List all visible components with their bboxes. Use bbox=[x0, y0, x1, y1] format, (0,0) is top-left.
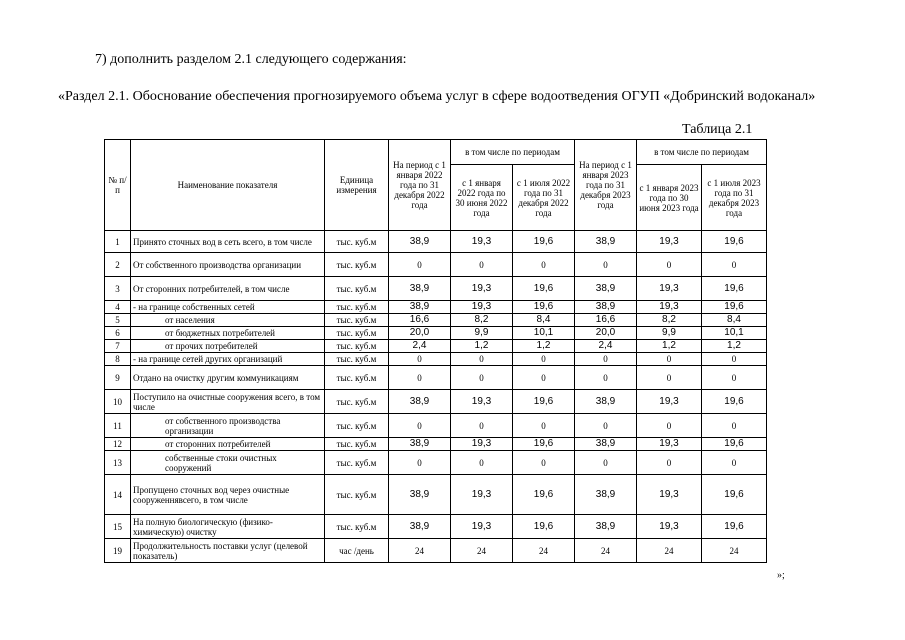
row-name: - на границе собственных сетей bbox=[131, 301, 325, 314]
value-cell: 38,9 bbox=[575, 390, 637, 414]
table-row bbox=[105, 438, 767, 451]
table-row bbox=[105, 327, 767, 340]
row-name: от сторонних потребителей bbox=[131, 438, 325, 451]
table-caption: Таблица 2.1 bbox=[682, 122, 753, 137]
row-number: 11 bbox=[105, 414, 131, 438]
value-cell: 19,6 bbox=[702, 390, 767, 414]
table-row bbox=[105, 277, 767, 301]
value-cell: 0 bbox=[513, 366, 575, 390]
value-cell: 0 bbox=[637, 451, 702, 475]
value-cell: 19,6 bbox=[702, 231, 767, 253]
row-unit: тыс. куб.м bbox=[325, 515, 389, 539]
value-cell: 0 bbox=[637, 253, 702, 277]
row-unit: час /день bbox=[325, 539, 389, 563]
value-cell: 19,3 bbox=[637, 231, 702, 253]
header-row-1 bbox=[105, 140, 767, 165]
row-name: Отдано на очистку другим коммуникациям bbox=[131, 366, 325, 390]
row-unit: тыс. куб.м bbox=[325, 301, 389, 314]
value-cell: 1,2 bbox=[702, 340, 767, 353]
value-cell: 19,6 bbox=[702, 438, 767, 451]
value-cell: 8,4 bbox=[702, 314, 767, 327]
row-unit: тыс. куб.м bbox=[325, 314, 389, 327]
header-h2-2022: с 1 июля 2022 года по 31 декабря 2022 года bbox=[513, 165, 575, 231]
value-cell: 9,9 bbox=[637, 327, 702, 340]
value-cell: 0 bbox=[389, 366, 451, 390]
row-number: 2 bbox=[105, 253, 131, 277]
value-cell: 0 bbox=[575, 451, 637, 475]
row-unit: тыс. куб.м bbox=[325, 277, 389, 301]
value-cell: 19,6 bbox=[513, 390, 575, 414]
value-cell: 38,9 bbox=[389, 438, 451, 451]
value-cell: 0 bbox=[575, 253, 637, 277]
value-cell: 8,2 bbox=[451, 314, 513, 327]
header-period-2022: На период с 1 января 2022 года по 31 декабря 2022 года bbox=[389, 140, 451, 231]
table-row bbox=[105, 314, 767, 327]
value-cell: 24 bbox=[637, 539, 702, 563]
value-cell: 38,9 bbox=[389, 515, 451, 539]
row-name: от прочих потребителей bbox=[131, 340, 325, 353]
row-unit: тыс. куб.м bbox=[325, 327, 389, 340]
value-cell: 0 bbox=[389, 451, 451, 475]
value-cell: 0 bbox=[389, 414, 451, 438]
value-cell: 38,9 bbox=[389, 277, 451, 301]
row-name: от бюджетных потребителей bbox=[131, 327, 325, 340]
value-cell: 0 bbox=[451, 451, 513, 475]
value-cell: 0 bbox=[389, 353, 451, 366]
value-cell: 19,6 bbox=[513, 438, 575, 451]
header-period-2023: На период с 1 января 2023 года по 31 декабря 2023 года bbox=[575, 140, 637, 231]
section-title: «Раздел 2.1. Обоснование обеспечения прогнозируемого объема услуг в сфере водоотведения ОГУП «Добринский водоканал» bbox=[58, 89, 816, 104]
value-cell: 0 bbox=[702, 353, 767, 366]
value-cell: 0 bbox=[513, 253, 575, 277]
row-unit: тыс. куб.м bbox=[325, 353, 389, 366]
table-row bbox=[105, 539, 767, 563]
row-unit: тыс. куб.м bbox=[325, 451, 389, 475]
value-cell: 24 bbox=[389, 539, 451, 563]
table-row bbox=[105, 414, 767, 438]
value-cell: 19,6 bbox=[513, 515, 575, 539]
table-row bbox=[105, 301, 767, 314]
row-unit: тыс. куб.м bbox=[325, 414, 389, 438]
header-num: № п/п bbox=[105, 140, 131, 231]
value-cell: 19,3 bbox=[451, 475, 513, 515]
row-name: Принято сточных вод в сеть всего, в том числе bbox=[131, 231, 325, 253]
table-row bbox=[105, 231, 767, 253]
value-cell: 0 bbox=[637, 366, 702, 390]
value-cell: 24 bbox=[513, 539, 575, 563]
table-row bbox=[105, 366, 767, 390]
row-number: 9 bbox=[105, 366, 131, 390]
row-number: 10 bbox=[105, 390, 131, 414]
row-number: 8 bbox=[105, 353, 131, 366]
header-h1-2022: с 1 января 2022 года по 30 июня 2022 года bbox=[451, 165, 513, 231]
value-cell: 38,9 bbox=[389, 475, 451, 515]
row-number: 6 bbox=[105, 327, 131, 340]
row-name: Поступило на очистные сооружения всего, в том числе bbox=[131, 390, 325, 414]
value-cell: 19,6 bbox=[513, 231, 575, 253]
row-name: от населения bbox=[131, 314, 325, 327]
table-row bbox=[105, 253, 767, 277]
table-row bbox=[105, 451, 767, 475]
value-cell: 19,3 bbox=[451, 438, 513, 451]
value-cell: 0 bbox=[637, 353, 702, 366]
value-cell: 0 bbox=[451, 353, 513, 366]
value-cell: 38,9 bbox=[575, 475, 637, 515]
value-cell: 0 bbox=[451, 414, 513, 438]
value-cell: 1,2 bbox=[637, 340, 702, 353]
row-unit: тыс. куб.м bbox=[325, 340, 389, 353]
value-cell: 19,3 bbox=[637, 301, 702, 314]
value-cell: 19,3 bbox=[637, 277, 702, 301]
row-number: 19 bbox=[105, 539, 131, 563]
value-cell: 20,0 bbox=[389, 327, 451, 340]
value-cell: 0 bbox=[575, 414, 637, 438]
row-number: 1 bbox=[105, 231, 131, 253]
header-group-2023: в том числе по периодам bbox=[637, 140, 767, 165]
row-number: 14 bbox=[105, 475, 131, 515]
value-cell: 38,9 bbox=[389, 301, 451, 314]
value-cell: 38,9 bbox=[575, 438, 637, 451]
table-row bbox=[105, 475, 767, 515]
value-cell: 0 bbox=[513, 451, 575, 475]
row-name: собственные стоки очистных сооружений bbox=[131, 451, 325, 475]
table-row bbox=[105, 340, 767, 353]
value-cell: 8,2 bbox=[637, 314, 702, 327]
value-cell: 19,6 bbox=[702, 301, 767, 314]
row-unit: тыс. куб.м bbox=[325, 253, 389, 277]
row-unit: тыс. куб.м bbox=[325, 438, 389, 451]
header-h2-2023: с 1 июля 2023 года по 31 декабря 2023 года bbox=[702, 165, 767, 231]
value-cell: 38,9 bbox=[575, 231, 637, 253]
header-unit: Единица измерения bbox=[325, 140, 389, 231]
row-name: от собственного производства организации bbox=[131, 414, 325, 438]
row-unit: тыс. куб.м bbox=[325, 390, 389, 414]
value-cell: 16,6 bbox=[389, 314, 451, 327]
value-cell: 2,4 bbox=[575, 340, 637, 353]
value-cell: 0 bbox=[702, 366, 767, 390]
row-number: 4 bbox=[105, 301, 131, 314]
intro-line: 7) дополнить разделом 2.1 следующего содержания: bbox=[95, 52, 407, 67]
value-cell: 24 bbox=[702, 539, 767, 563]
value-cell: 19,3 bbox=[637, 515, 702, 539]
value-cell: 19,6 bbox=[513, 475, 575, 515]
row-number: 12 bbox=[105, 438, 131, 451]
value-cell: 24 bbox=[575, 539, 637, 563]
value-cell: 1,2 bbox=[513, 340, 575, 353]
value-cell: 0 bbox=[513, 414, 575, 438]
value-cell: 19,3 bbox=[637, 438, 702, 451]
value-cell: 10,1 bbox=[702, 327, 767, 340]
row-number: 3 bbox=[105, 277, 131, 301]
value-cell: 20,0 bbox=[575, 327, 637, 340]
value-cell: 38,9 bbox=[389, 231, 451, 253]
value-cell: 0 bbox=[637, 414, 702, 438]
row-number: 13 bbox=[105, 451, 131, 475]
row-name: На полную биологическую (физико-химическую) очистку bbox=[131, 515, 325, 539]
row-number: 15 bbox=[105, 515, 131, 539]
value-cell: 10,1 bbox=[513, 327, 575, 340]
value-cell: 0 bbox=[513, 353, 575, 366]
row-name: Пропущено сточных вод через очистные сооруженнявсего, в том числе bbox=[131, 475, 325, 515]
value-cell: 19,6 bbox=[702, 277, 767, 301]
row-name: - на границе сетей других организаций bbox=[131, 353, 325, 366]
value-cell: 9,9 bbox=[451, 327, 513, 340]
value-cell: 19,6 bbox=[702, 475, 767, 515]
row-unit: тыс. куб.м bbox=[325, 366, 389, 390]
value-cell: 0 bbox=[575, 366, 637, 390]
value-cell: 19,3 bbox=[637, 475, 702, 515]
value-cell: 38,9 bbox=[575, 515, 637, 539]
value-cell: 0 bbox=[702, 253, 767, 277]
table-row bbox=[105, 390, 767, 414]
value-cell: 0 bbox=[451, 253, 513, 277]
row-name: От собственного производства организации bbox=[131, 253, 325, 277]
forecast-table bbox=[104, 139, 767, 563]
row-number: 7 bbox=[105, 340, 131, 353]
value-cell: 19,3 bbox=[451, 301, 513, 314]
value-cell: 19,3 bbox=[451, 231, 513, 253]
value-cell: 19,6 bbox=[513, 277, 575, 301]
row-unit: тыс. куб.м bbox=[325, 231, 389, 253]
header-name: Наименование показателя bbox=[131, 140, 325, 231]
value-cell: 19,6 bbox=[513, 301, 575, 314]
row-unit: тыс. куб.м bbox=[325, 475, 389, 515]
row-number: 5 bbox=[105, 314, 131, 327]
table-row bbox=[105, 515, 767, 539]
value-cell: 19,3 bbox=[637, 390, 702, 414]
value-cell: 1,2 bbox=[451, 340, 513, 353]
value-cell: 38,9 bbox=[389, 390, 451, 414]
value-cell: 19,3 bbox=[451, 277, 513, 301]
value-cell: 19,3 bbox=[451, 515, 513, 539]
value-cell: 16,6 bbox=[575, 314, 637, 327]
row-name: Продолжительность поставки услуг (целевой показатель) bbox=[131, 539, 325, 563]
value-cell: 8,4 bbox=[513, 314, 575, 327]
value-cell: 0 bbox=[389, 253, 451, 277]
value-cell: 0 bbox=[702, 451, 767, 475]
value-cell: 2,4 bbox=[389, 340, 451, 353]
table-row bbox=[105, 353, 767, 366]
value-cell: 19,3 bbox=[451, 390, 513, 414]
value-cell: 0 bbox=[451, 366, 513, 390]
value-cell: 0 bbox=[575, 353, 637, 366]
closing-quote: »; bbox=[777, 570, 785, 581]
value-cell: 38,9 bbox=[575, 301, 637, 314]
header-h1-2023: с 1 января 2023 года по 30 июня 2023 года bbox=[637, 165, 702, 231]
row-name: От сторонних потребителей, в том числе bbox=[131, 277, 325, 301]
value-cell: 38,9 bbox=[575, 277, 637, 301]
header-group-2022: в том числе по периодам bbox=[451, 140, 575, 165]
value-cell: 24 bbox=[451, 539, 513, 563]
value-cell: 0 bbox=[702, 414, 767, 438]
value-cell: 19,6 bbox=[702, 515, 767, 539]
